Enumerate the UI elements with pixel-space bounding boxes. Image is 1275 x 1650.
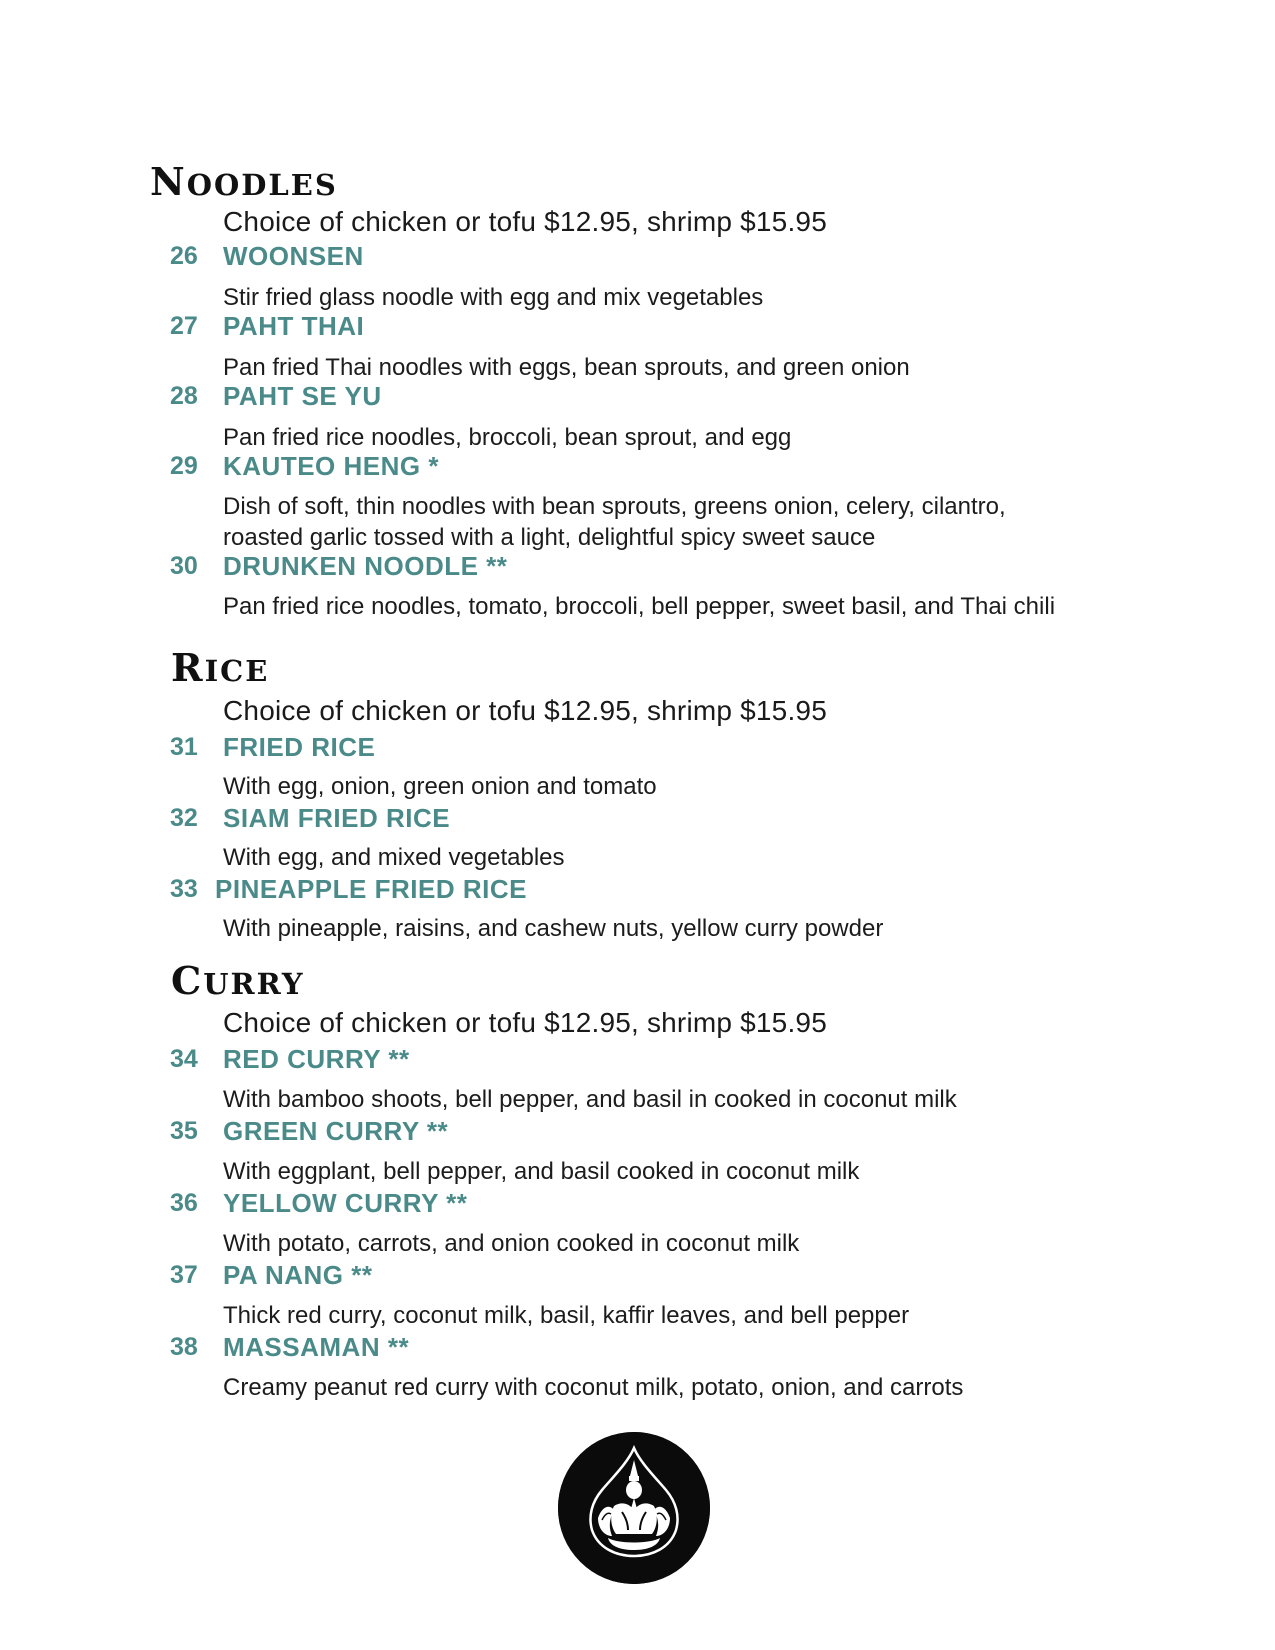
section-price-line: Choice of chicken or tofu $12.95, shrimp $15.95	[223, 1007, 827, 1038]
item-number: 35	[170, 1117, 198, 1145]
item-number: 27	[170, 312, 198, 340]
item-name: PINEAPPLE FRIED RICE	[215, 874, 527, 904]
item-name: WOONSEN	[223, 241, 364, 271]
item-number: 38	[170, 1333, 198, 1361]
item-description: With pineapple, raisins, and cashew nuts, yellow curry powder	[223, 915, 884, 942]
item-number: 34	[170, 1045, 198, 1073]
item-number: 30	[170, 552, 198, 580]
item-name: RED CURRY **	[223, 1044, 410, 1074]
item-description: Pan fried rice noodles, broccoli, bean sprout, and egg	[223, 424, 792, 451]
section-title-rice: RICE	[171, 645, 270, 690]
item-description: Pan fried Thai noodles with eggs, bean sprouts, and green onion	[223, 354, 910, 381]
section-title-noodles: NOODLES	[150, 159, 338, 204]
item-name: KAUTEO HENG *	[223, 451, 439, 481]
item-number: 26	[170, 242, 198, 270]
item-description: Dish of soft, thin noodles with bean sprouts, greens onion, celery, cilantro, roasted garlic tossed with a light, delightful spicy sweet sauce	[223, 493, 1006, 551]
item-description: Stir fried glass noodle with egg and mix vegetables	[223, 284, 764, 311]
item-number: 32	[170, 804, 198, 832]
item-description: With eggplant, bell pepper, and basil cooked in coconut milk	[223, 1158, 860, 1185]
item-name: SIAM FRIED RICE	[223, 803, 451, 833]
item-name: FRIED RICE	[223, 732, 376, 762]
item-name: PA NANG **	[223, 1260, 373, 1290]
item-description: With potato, carrots, and onion cooked in coconut milk	[223, 1230, 800, 1257]
item-number: 37	[170, 1261, 198, 1289]
item-number: 36	[170, 1189, 198, 1217]
section-title-curry: CURRY	[171, 958, 305, 1003]
item-description: With egg, onion, green onion and tomato	[223, 773, 657, 800]
item-name: DRUNKEN NOODLE **	[223, 551, 508, 581]
item-number: 29	[170, 452, 198, 480]
item-name: GREEN CURRY **	[223, 1116, 449, 1146]
item-description: With bamboo shoots, bell pepper, and basil in cooked in coconut milk	[223, 1086, 957, 1113]
section-price-line: Choice of chicken or tofu $12.95, shrimp $15.95	[223, 695, 827, 726]
thai-deity-emblem-icon	[558, 1432, 710, 1584]
item-description: Creamy peanut red curry with coconut milk, potato, onion, and carrots	[223, 1374, 964, 1401]
section-price-line: Choice of chicken or tofu $12.95, shrimp $15.95	[223, 206, 827, 237]
item-number: 31	[170, 733, 198, 761]
item-number: 28	[170, 382, 198, 410]
item-name: PAHT THAI	[223, 311, 365, 341]
item-number: 33	[170, 875, 198, 903]
item-description: Thick red curry, coconut milk, basil, kaffir leaves, and bell pepper	[223, 1302, 910, 1329]
item-name: PAHT SE YU	[223, 381, 382, 411]
item-description: Pan fried rice noodles, tomato, broccoli, bell pepper, sweet basil, and Thai chili	[223, 593, 1056, 620]
restaurant-logo	[558, 1432, 710, 1584]
item-description: With egg, and mixed vegetables	[223, 844, 565, 871]
item-name: YELLOW CURRY **	[223, 1188, 468, 1218]
item-name: MASSAMAN **	[223, 1332, 410, 1362]
